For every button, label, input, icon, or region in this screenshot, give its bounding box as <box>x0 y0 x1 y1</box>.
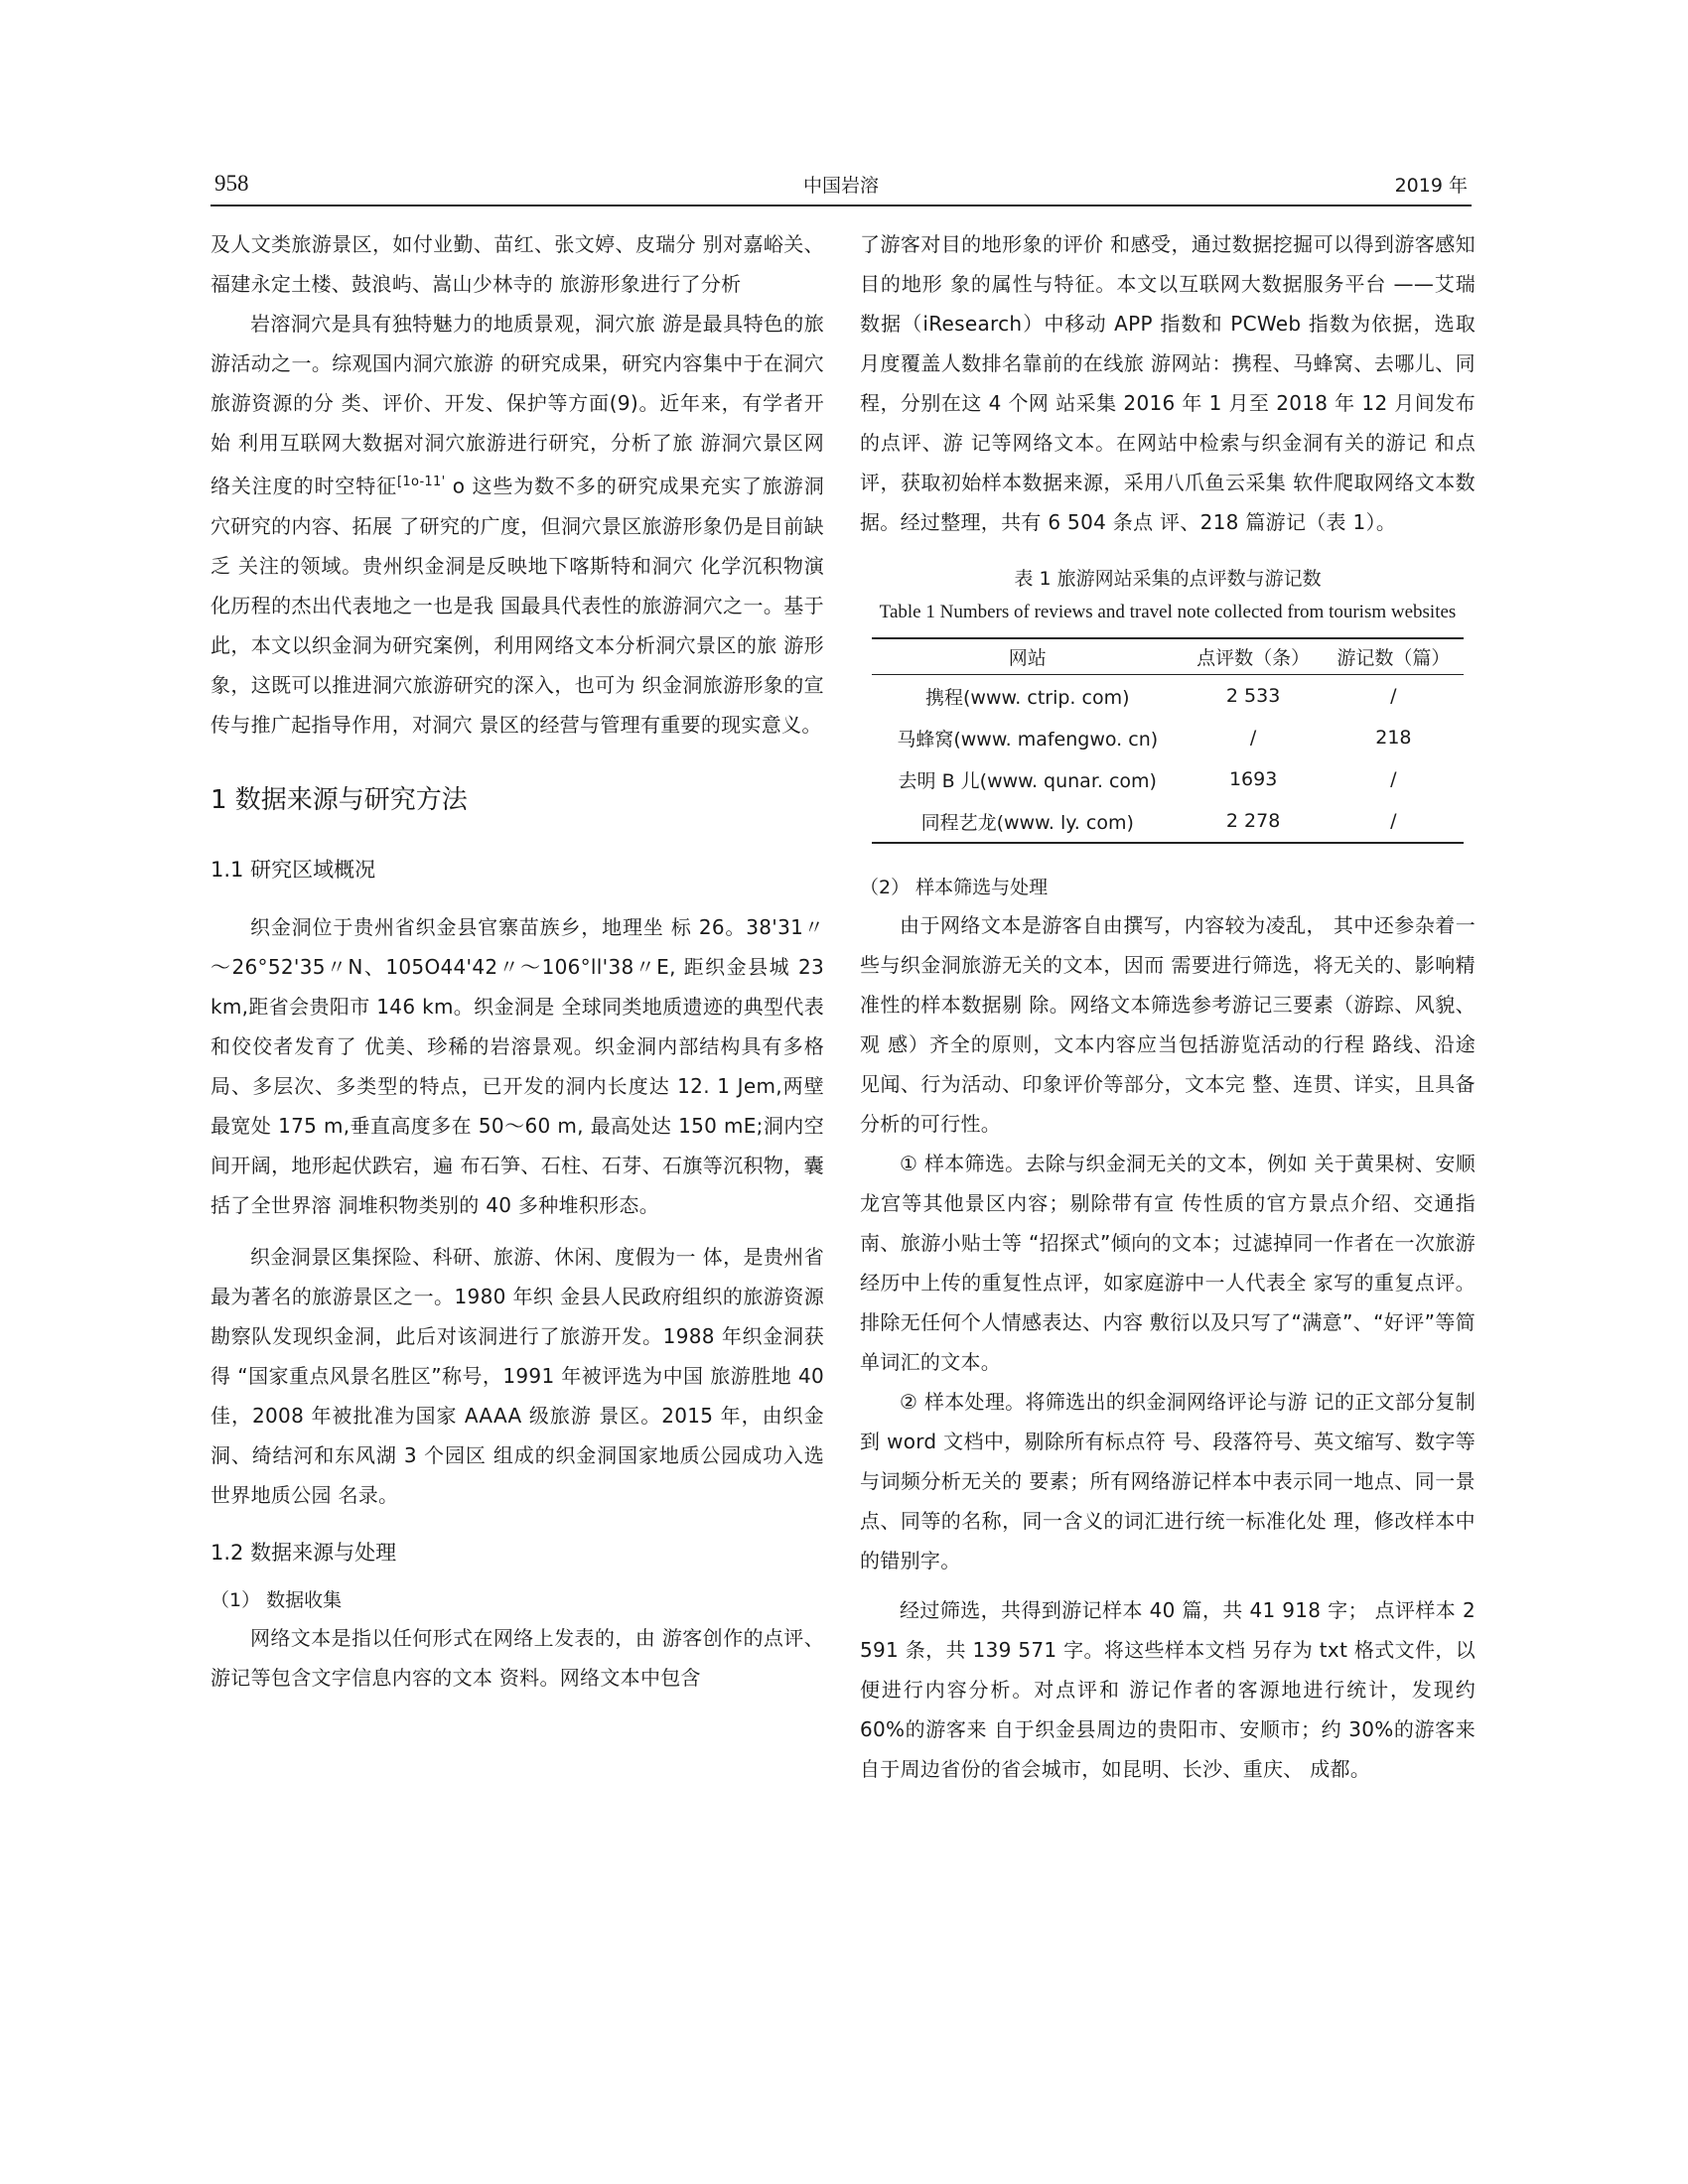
paragraph <box>211 304 824 745</box>
table-row <box>872 717 1464 758</box>
left-column <box>211 224 824 1698</box>
table-row <box>872 800 1464 843</box>
paragraph: 织金洞位于贵州省织金县官寨苗族乡，地理坐 标 26。38'31〃～26°52'35〃N、105O44'42〃～106°ll'38〃E, 距织金县城 23 km,距省会贵阳市 146 km。织金洞是 全球同类地质遗迹的典型代表和佼佼者发育了 优美、珍稀的岩溶景观。织金洞内部结构具有多格 局、多层次、多类型的特点，已开发的洞内长度达 12. 1 Jem,两壁最宽处 175 m,垂直高度多在 50～60 m, 最高处达 150 mE;洞内空间开阔，地形起伏跌宕，遍 布石笋、石柱、石芽、石旗等沉积物，囊括了全世界溶 洞堆积物类别的 40 多种堆积形态。 <box>211 914 824 1217</box>
paragraph: ② 样本处理。将筛选出的织金洞网络评论与游 记的正文部分复制到 word 文档中，剔除所有标点符 号、段落符号、英文缩写、数字等与词频分析无关的 要素；所有网络游记样本中表示同一地点、同一景 点、同等的名称，同一含义的词汇进行统一标准化处 理，修改样本中的错别字。 <box>860 1390 1476 1572</box>
journal-name: 中国岩溶 <box>802 175 879 197</box>
paragraph: 织金洞景区集探险、科研、旅游、休闲、度假为一 体，是贵州省最为著名的旅游景区之一。1980 年织 金县人民政府组织的旅游资源勘察队发现织金洞，此后对该洞进行了旅游开发。1988 年织金洞获得 “国家重点风景名胜区”称号，1991 年被评选为中国 旅游胜地 40 佳，2008 年被批准为国家 AAAA 级旅游 景区。2015 年，由织金洞、绮结河和东风湖 3 个园区 组成的织金洞国家地质公园成功入选世界地质公园 名录。 <box>211 1244 824 1507</box>
publication-year: 2019 年 <box>1394 175 1468 197</box>
table-row <box>872 758 1464 800</box>
table-header-row <box>872 638 1464 675</box>
table-cell: 去明 B 儿(www. qunar. com) <box>898 769 1157 792</box>
running-header <box>211 171 1472 206</box>
table-cell: 1693 <box>1228 768 1278 790</box>
paragraph: 由于网络文本是游客自由撰写，内容较为凌乱， 其中还参杂着一些与织金洞旅游无关的文本，因而 需要进行筛选，将无关的、影响精准性的样本数据剔 除。网络文本筛选参考游记三要素（游踪、风貌、观 感）齐全的原则，文本内容应当包括游览活动的行程 路线、沿途见闻、行为活动、印象评价等部分，文本完 整、连贯、详实，且具备分析的可行性。 <box>860 913 1476 1136</box>
paragraph: ① 样本筛选。去除与织金洞无关的文本，例如 关于黄果树、安顺龙宫等其他景区内容；剔除带有宣 传性质的官方景点介绍、交通指南、旅游小贴士等 “招探式”倾向的文本；过滤掉同一作者在一次旅游 经历中上传的重复性点评，如家庭游中一人代表全 家写的重复点评。排除无任何个人情感表达、内容 敷衍以及只写了“满意”、“好评”等简单词汇的文本。 <box>860 1152 1476 1374</box>
subsection-heading: 1.1 研究区域概况 <box>211 857 376 882</box>
table-cell: / <box>1390 768 1397 790</box>
table-cell: 携程(www. ctrip. com) <box>925 686 1130 709</box>
table-cell: / <box>1324 800 1464 843</box>
table-cell: 2 533 <box>1225 685 1281 707</box>
citation: [1o-11' <box>397 475 446 489</box>
table-cell: 马蜂窝(www. mafengwo. cn) <box>897 728 1159 751</box>
right-column <box>860 224 1476 1789</box>
section-heading: 1 数据来源与研究方法 <box>211 784 468 815</box>
column-header: 点评数（条） <box>1184 638 1324 675</box>
paragraph: 了游客对目的地形象的评价 和感受，通过数据挖掘可以得到游客感知目的地形 象的属性与特征。本文以互联网大数据服务平台 ——艾瑞数据（iResearch）中移动 APP 指数和 PCWeb 指数为依据，选取月度覆盖人数排名靠前的在线旅 游网站：携程、马蜂窝、去哪儿、同程，分别在这 4 个网 站采集 2016 年 1 月至 2018 年 12 月间发布的点评、游 记等网络文本。在网站中检索与织金洞有关的游记 和点评，获取初始样本数据来源，采用八爪鱼云采集 软件爬取网络文本数据。经过整理，共有 6 504 条点 评、218 篇游记（表 1）。 <box>860 232 1476 534</box>
table-caption-en: Table 1 Numbers of reviews and travel note collected from tourism websites <box>879 602 1457 622</box>
table-cell: 218 <box>1375 727 1412 749</box>
paragraph-text: 岩溶洞穴是具有独特魅力的地质景观，洞穴旅 游是最具特色的旅游活动之一。综观国内洞穴旅游 的研究成果，研究内容集中于在洞穴旅游资源的分 类、评价、开发、保护等方面(9)。近年来，有学者开始 利用互联网大数据对洞穴旅游进行研究，分析了旅 游洞穴景区网络关注度的时空特征 <box>211 312 824 498</box>
table-cell: / <box>1390 685 1397 707</box>
subsubsection-heading: （2） 样本筛选与处理 <box>860 877 1049 898</box>
table-cell: 2 278 <box>1184 800 1324 843</box>
paragraph: 及人文类旅游景区，如付业勤、苗红、张文婷、皮瑞分 别对嘉峪关、福建永定土楼、鼓浪屿、嵩山少林寺的 旅游形象进行了分析 <box>211 232 824 296</box>
paragraph: 经过筛选，共得到游记样本 40 篇，共 41 918 字； 点评样本 2 591 条，共 139 571 字。将这些样本文档 另存为 txt 格式文件，以便进行内容分析。对点评和 游记作者的客源地进行统计，发现约 60%的游客来 自于织金县周边的贵阳市、安顺市；约 30%的游客来 自于周边省份的省会城市，如昆明、长沙、重庆、 成都。 <box>860 1598 1476 1781</box>
paragraph: 网络文本是指以任何形式在网络上发表的，由 游客创作的点评、游记等包含文字信息内容的文本 资料。网络文本中包含 <box>211 1625 824 1690</box>
column-header: 网站 <box>872 638 1184 675</box>
data-table <box>872 637 1464 844</box>
table-caption-cn: 表 1 旅游网站采集的点评数与游记数 <box>1014 568 1322 590</box>
table-row <box>872 675 1464 718</box>
paragraph-text: o 这些为数不多的研究成果充实了旅游洞穴研究的内容、拓展 了研究的广度，但洞穴景区旅游形象仍是目前缺乏 关注的领域。贵州织金洞是反映地下喀斯特和洞穴 化学沉积物演化历程的杰出代表地之一也是我 国最具代表性的旅游洞穴之一。基于此，本文以织金洞为研究案例，利用网络文本分析洞穴景区的旅 游形象，这既可以推进洞穴旅游研究的深入，也可为 织金洞旅游形象的宣传与推广起指导作用，对洞穴 景区的经营与管理有重要的现实意义。 <box>211 474 824 737</box>
subsubsection-heading: （1） 数据收集 <box>211 1588 343 1611</box>
column-header: 游记数（篇） <box>1324 638 1464 675</box>
page-number: 958 <box>214 171 249 196</box>
table-cell: / <box>1249 727 1257 749</box>
subsection-heading: 1.2 数据来源与处理 <box>211 1540 397 1565</box>
table-cell: 同程艺龙(www. ly. com) <box>872 800 1184 843</box>
